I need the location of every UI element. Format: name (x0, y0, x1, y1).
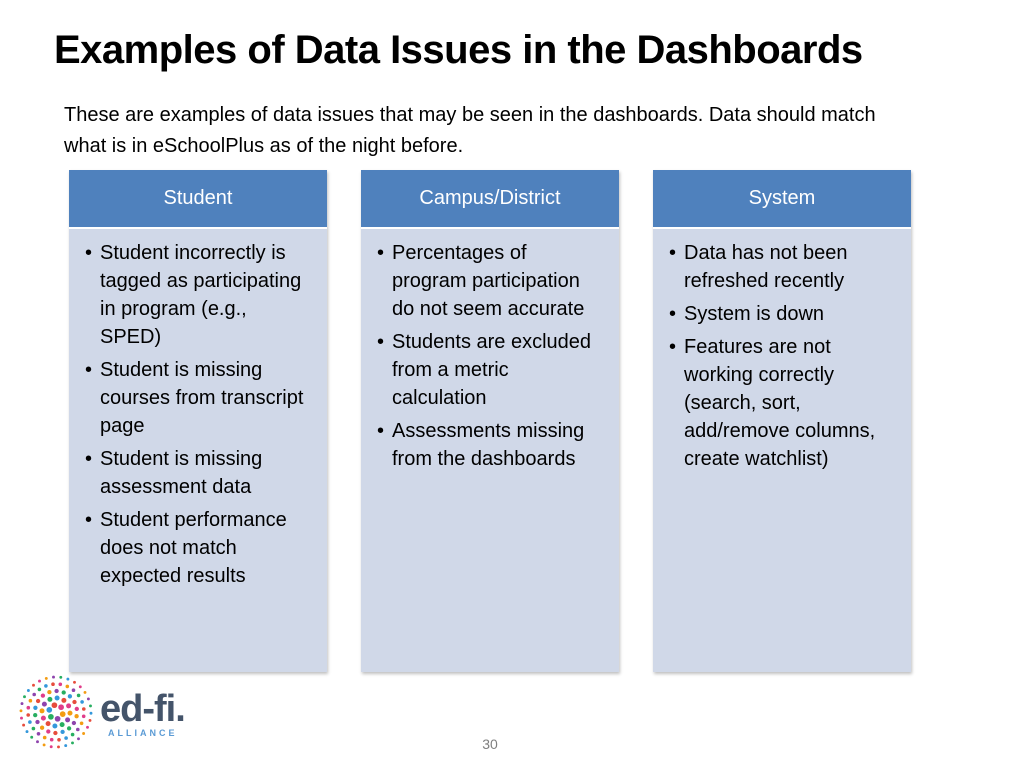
column-body (69, 229, 327, 672)
logo-dot (82, 715, 86, 719)
logo-dot (89, 719, 92, 722)
logo-dot (48, 714, 54, 720)
logo-dot (66, 685, 70, 689)
logo-dot (27, 706, 31, 710)
logo-dot (59, 676, 62, 679)
logo-dot (26, 713, 30, 717)
slide-title: Examples of Data Issues in the Dashboards (54, 28, 863, 72)
logo-dot (57, 738, 61, 742)
logo-dot (64, 744, 67, 747)
logo-dot (58, 704, 64, 710)
logo-dot (79, 685, 82, 688)
logo-dot (82, 707, 86, 711)
logo-subtext: ALLIANCE (108, 728, 178, 738)
logo-dot (28, 720, 32, 724)
logo-dot (62, 690, 66, 694)
logo-dot (42, 702, 47, 707)
list-item: • Assessments missing from the dashboards (377, 417, 605, 473)
logo-dot (53, 731, 57, 735)
list-item: • Percentages of program participation do not seem accurate (377, 239, 605, 323)
logo-dot (68, 694, 72, 698)
logo-dot (32, 693, 36, 697)
column-campus-district (361, 170, 619, 672)
logo-dot (46, 721, 51, 726)
column-header: System (653, 170, 911, 229)
logo-dot (68, 711, 73, 716)
logo-dot (41, 716, 46, 721)
logo-dot (32, 684, 35, 687)
logo-dot (61, 698, 66, 703)
logo-dot (80, 722, 84, 726)
page-number: 30 (482, 736, 498, 752)
logo-dot (60, 730, 64, 734)
logo-dot (52, 702, 58, 708)
logo-dot (40, 726, 44, 730)
logo-dot (51, 682, 55, 686)
logo-dot (36, 740, 39, 743)
logo-dot (55, 696, 60, 701)
logo-dot (33, 706, 37, 710)
logo-dot (66, 703, 71, 708)
list-item: • Data has not been refreshed recently (669, 239, 897, 295)
column-header: Campus/District (361, 170, 619, 229)
logo-dot (90, 712, 93, 715)
column-system (653, 170, 911, 672)
logo-dot (21, 702, 24, 705)
logo-dot (50, 745, 53, 748)
logo-dot (23, 695, 26, 698)
logo-dot (47, 690, 51, 694)
logo-dot (50, 738, 54, 742)
list-item: • Student is missing assessment data (85, 445, 313, 501)
logo-dot (77, 694, 81, 698)
logo-dot (43, 736, 47, 740)
column-header: Student (69, 170, 327, 229)
logo-dot (38, 680, 41, 683)
logo-dot (72, 721, 76, 725)
column-student (69, 170, 327, 672)
logo-dot (35, 720, 39, 724)
logo-dot (32, 727, 36, 731)
logo-dot (73, 681, 76, 684)
logo-dot (65, 717, 70, 722)
logo-dot (67, 726, 71, 730)
logo-dot (44, 684, 48, 688)
logo-dot (36, 699, 40, 703)
logo-dot (82, 732, 85, 735)
logo-dot (60, 711, 66, 717)
logo-dot (38, 688, 42, 692)
logo-dot (77, 737, 80, 740)
list-item: • Student is missing courses from transcript page (85, 356, 313, 440)
logo-dot (33, 713, 37, 717)
list-item: • Student performance does not match expected results (85, 506, 313, 590)
logo-dot (55, 716, 61, 722)
logo-dot (76, 728, 80, 732)
logo-dot (87, 697, 90, 700)
logo-dot (60, 722, 65, 727)
logo-dot (57, 745, 60, 748)
logo-dot (52, 676, 55, 679)
logo-dot (27, 689, 30, 692)
list-item: • System is down (669, 300, 897, 328)
logo-text: ed-fi. (100, 688, 185, 730)
logo-dot (80, 700, 84, 704)
logo-dot (71, 741, 74, 744)
logo-dot (52, 724, 57, 729)
logo-dot (59, 683, 63, 687)
logo-dot (89, 704, 92, 707)
logo-dot (66, 678, 69, 681)
logo-dot (72, 700, 76, 704)
logo-dot (26, 730, 29, 733)
logo-dot (20, 717, 23, 720)
list-item: • Features are not working correctly (search, sort, add/remove columns, create watchlist) (669, 333, 897, 473)
logo-dot (46, 729, 50, 733)
logo-dot (40, 708, 45, 713)
logo-dot (43, 743, 46, 746)
logo-dot (75, 707, 79, 711)
logo-dot (64, 736, 68, 740)
intro-text: These are examples of data issues that may be seen in the dashboards. Data should match what is in eSchoolPlus as of the night before. (64, 104, 876, 157)
logo-dot (20, 709, 23, 712)
logo-dot (46, 707, 52, 713)
logo-dot (30, 736, 33, 739)
logo-dot (71, 733, 75, 737)
logo-dot (72, 688, 76, 692)
logo-dot (54, 689, 58, 693)
logo-dot (22, 724, 25, 727)
logo-dot (37, 732, 41, 736)
logo-dot (45, 677, 48, 680)
logo-dot (86, 726, 89, 729)
column-body (361, 229, 619, 672)
logo-dot (47, 697, 52, 702)
logo-dot (29, 699, 33, 703)
list-item: • Student incorrectly is tagged as participating in program (e.g., SPED) (85, 239, 313, 351)
logo-dot (84, 691, 87, 694)
list-item: • Students are excluded from a metric calculation (377, 328, 605, 412)
column-body (653, 229, 911, 672)
logo-dot (41, 693, 45, 697)
logo-dot (74, 714, 78, 718)
